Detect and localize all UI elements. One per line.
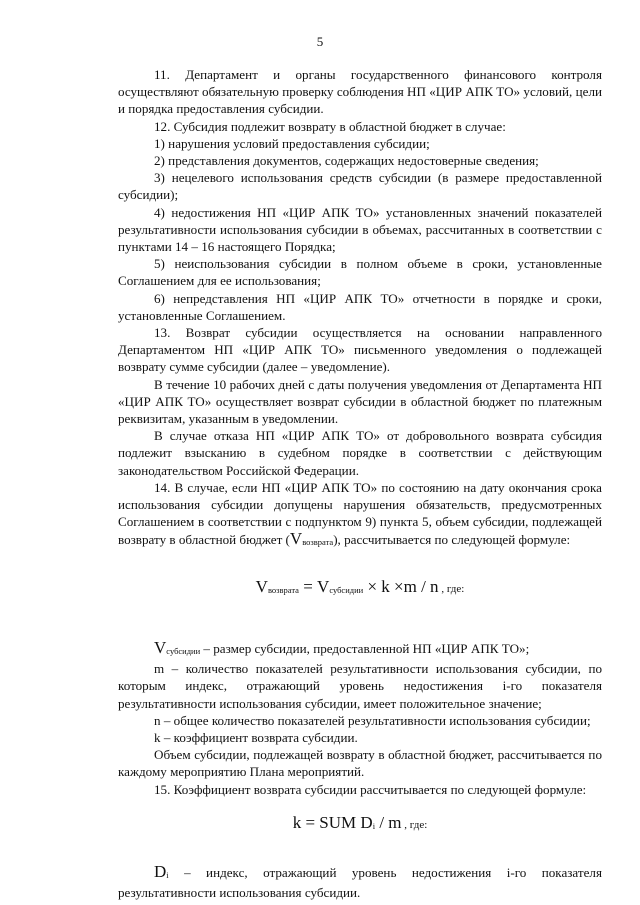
paragraph-12: 12. Субсидия подлежит возврату в областной бюджет в случае:: [154, 118, 506, 134]
list-item-1: 1) нарушения условий предоставления субсидии;: [154, 135, 430, 151]
v-return-symbol: V: [289, 529, 303, 549]
list-item-2: 2) представления документов, содержащих недостоверные сведения;: [154, 153, 539, 169]
paragraph-11: 11. Департамент и органы государственного финансового контроля осуществляют обязательную проверку соблюдения НП «ЦИР АПК ТО» условий, цели и порядка предоставления субсидии.: [118, 67, 602, 117]
definition-k: k – коэффициент возврата субсидии.: [154, 729, 358, 745]
list-item-4: 4) недостижения НП «ЦИР АПК ТО» установленных значений показателей результативности использования субсидии в объемах, рассчитанных в соответствии с пунктами 14 – 16 настоящего Порядка;: [118, 204, 602, 255]
d-subscript: i: [166, 869, 169, 880]
paragraph-15: 15. Коэффициент возврата субсидии рассчитывается по следующей формуле:: [154, 781, 587, 797]
paragraph-13-refusal: В случае отказа НП «ЦИР АПК ТО» от добровольного возврата субсидия подлежит взысканию в судебном порядке в соответствии с действующим законодательством Российской Федерации.: [118, 428, 602, 478]
list-item-5: 5) неиспользования субсидии в полном объеме в сроки, установленные Соглашением для ее использования;: [118, 256, 602, 289]
v-return-subscript: возврата: [302, 537, 334, 548]
list-item-6: 6) непредставления НП «ЦИР АПК ТО» отчетности в порядке и сроки, установленные Соглашением.: [118, 290, 602, 323]
formula2-tail: , где:: [401, 818, 428, 831]
formula2-rest: / m: [375, 812, 402, 832]
paragraph-14-after: ), рассчитывается по следующей формуле:: [333, 532, 571, 548]
formula-coefficient: [118, 814, 602, 835]
definition-n: n – общее количество показателей результативности использования субсидии;: [154, 712, 591, 728]
definition-d: [118, 863, 602, 901]
page-number: 5: [316, 34, 324, 49]
formula1-lhs-v: V: [255, 576, 268, 596]
volume-note: Объем субсидии, подлежащей возврату в областной бюджет, рассчитывается по каждому мероприятию Плана мероприятий.: [118, 747, 602, 780]
formula2-main: k = SUM D: [292, 812, 373, 832]
paragraph-13-deadline: В течение 10 рабочих дней с даты получения уведомления от Департамента НП «ЦИР АПК ТО» осуществляет возврат субсидии в областной бюджет по платежным реквизитам, указанным в уведомлении.: [118, 376, 602, 427]
formula1-tail: , где:: [438, 582, 465, 595]
formula1-eq: =: [298, 576, 318, 596]
formula1-rhs-v: V: [317, 576, 330, 596]
formula1-rest: × k ×m / n: [363, 576, 439, 596]
definition-m: m – количество показателей результативности использования субсидии, по которым индекс, отражающий уровень недостижения i-го показателя результативности использования субсидии, имеет положительное значение;: [118, 661, 602, 711]
paragraph-13: 13. Возврат субсидии осуществляется на основании направленного Департаментом НП «ЦИР АПК ТО» письменного уведомления о подлежащей возврату сумме субсидии (далее – уведомление).: [118, 325, 602, 375]
definition-v-subsidy: [118, 639, 602, 660]
d-desc: – индекс, отражающий уровень недостижения i-го показателя результативности использования субсидии.: [118, 864, 602, 901]
v-subsidy-symbol: V: [154, 637, 167, 657]
paragraph-14-text: 14. В случае, если НП «ЦИР АПК ТО» по состоянию на дату окончания срока использования субсидии допущены нарушения обязательств, предусмотренных Соглашением в соответствии с подпунктом 9) пункта 5, объем субсидии, подлежащей возврату в областной бюджет (: [118, 479, 602, 548]
document-body: [118, 66, 602, 901]
v-subsidy-subscript: субсидии: [166, 645, 201, 656]
formula-return-volume: [118, 578, 602, 599]
d-symbol: D: [154, 861, 167, 881]
formula1-lhs-sub: возврата: [267, 584, 299, 595]
formula2-sub: i: [372, 820, 376, 831]
list-item-3: 3) нецелевого использования средств субсидии (в размере предоставленной субсидии);: [118, 170, 602, 203]
v-subsidy-desc: – размер субсидии, предоставленной НП «ЦИР АПК ТО»;: [200, 640, 530, 656]
formula1-rhs-sub: субсидии: [329, 584, 364, 595]
paragraph-14: [118, 479, 602, 552]
